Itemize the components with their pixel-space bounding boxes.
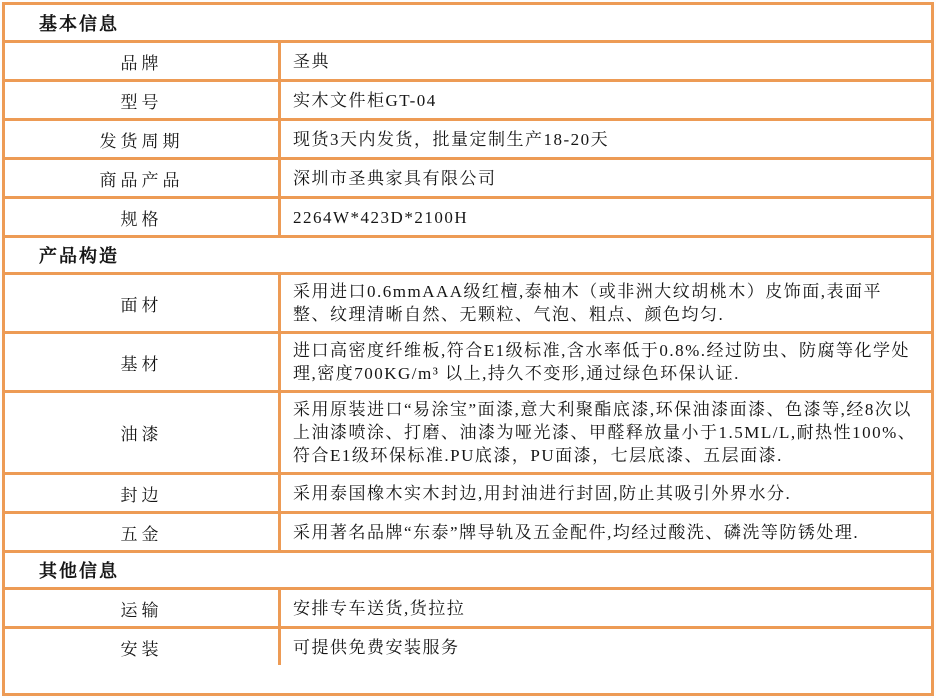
row-label: 商品产品 [5, 160, 281, 196]
table-row-dimensions [5, 196, 931, 235]
row-label: 安装 [5, 629, 281, 665]
row-label: 规格 [5, 199, 281, 235]
table-row-surface-material [5, 272, 931, 331]
table-row-paint [5, 390, 931, 472]
table-row-model [5, 79, 931, 118]
section-header-other-info [5, 550, 931, 587]
table-row-transport [5, 587, 931, 626]
section-title: 其他信息 [39, 561, 119, 581]
row-value: 安排专车送货,货拉拉 [293, 598, 466, 618]
row-label: 运输 [5, 590, 281, 626]
row-value: 现货3天内发货，批量定制生产18-20天 [293, 129, 610, 149]
row-value: 进口高密度纤维板,符合E1级标准,含水率低于0.8%.经过防虫、防腐等化学处理,密度700KG/m³ 以上,持久不变形,通过绿色环保认证. [293, 341, 911, 383]
table-row-hardware [5, 511, 931, 550]
table-row-brand [5, 40, 931, 79]
row-label: 封边 [5, 475, 281, 511]
row-value: 2264W*423D*2100H [293, 207, 469, 227]
row-value: 圣典 [293, 51, 330, 71]
product-spec-table [2, 2, 934, 696]
section-title: 产品构造 [39, 246, 119, 266]
row-value: 采用著名品牌“东泰”牌导轨及五金配件,均经过酸洗、磷洗等防锈处理. [293, 522, 860, 542]
table-row-edge-banding [5, 472, 931, 511]
row-value: 可提供免费安装服务 [293, 637, 460, 657]
row-label: 型号 [5, 82, 281, 118]
table-row-base-material [5, 331, 931, 390]
row-value: 深圳市圣典家具有限公司 [293, 168, 497, 188]
section-header-basic-info [5, 5, 931, 40]
row-value: 采用原装进口“易涂宝”面漆,意大利聚酯底漆,环保油漆面漆、色漆等,经8次以上油漆喷涂、打磨、油漆为哑光漆、甲醛释放量小于1.5ML/L,耐热性100%、符合E1级环保标准.PU底漆，PU面漆，七层底漆、五层面漆. [293, 400, 917, 465]
table-row-merchant [5, 157, 931, 196]
row-label: 发货周期 [5, 121, 281, 157]
section-title: 基本信息 [39, 13, 119, 34]
row-value: 采用进口0.6mmAAA级红檀,泰柚木（或非洲大纹胡桃木）皮饰面,表面平整、纹理清晰自然、无颗粒、气泡、粗点、颜色均匀. [293, 282, 883, 324]
table-row-delivery-cycle [5, 118, 931, 157]
table-row-installation [5, 626, 931, 665]
section-header-product-structure [5, 235, 931, 272]
row-label: 品牌 [5, 43, 281, 79]
row-label: 基材 [5, 334, 281, 390]
row-label: 面材 [5, 275, 281, 331]
row-value: 采用泰国橡木实木封边,用封油进行封固,防止其吸引外界水分. [293, 483, 792, 503]
row-value: 实木文件柜GT-04 [293, 90, 437, 110]
row-label: 油漆 [5, 393, 281, 472]
row-label: 五金 [5, 514, 281, 550]
